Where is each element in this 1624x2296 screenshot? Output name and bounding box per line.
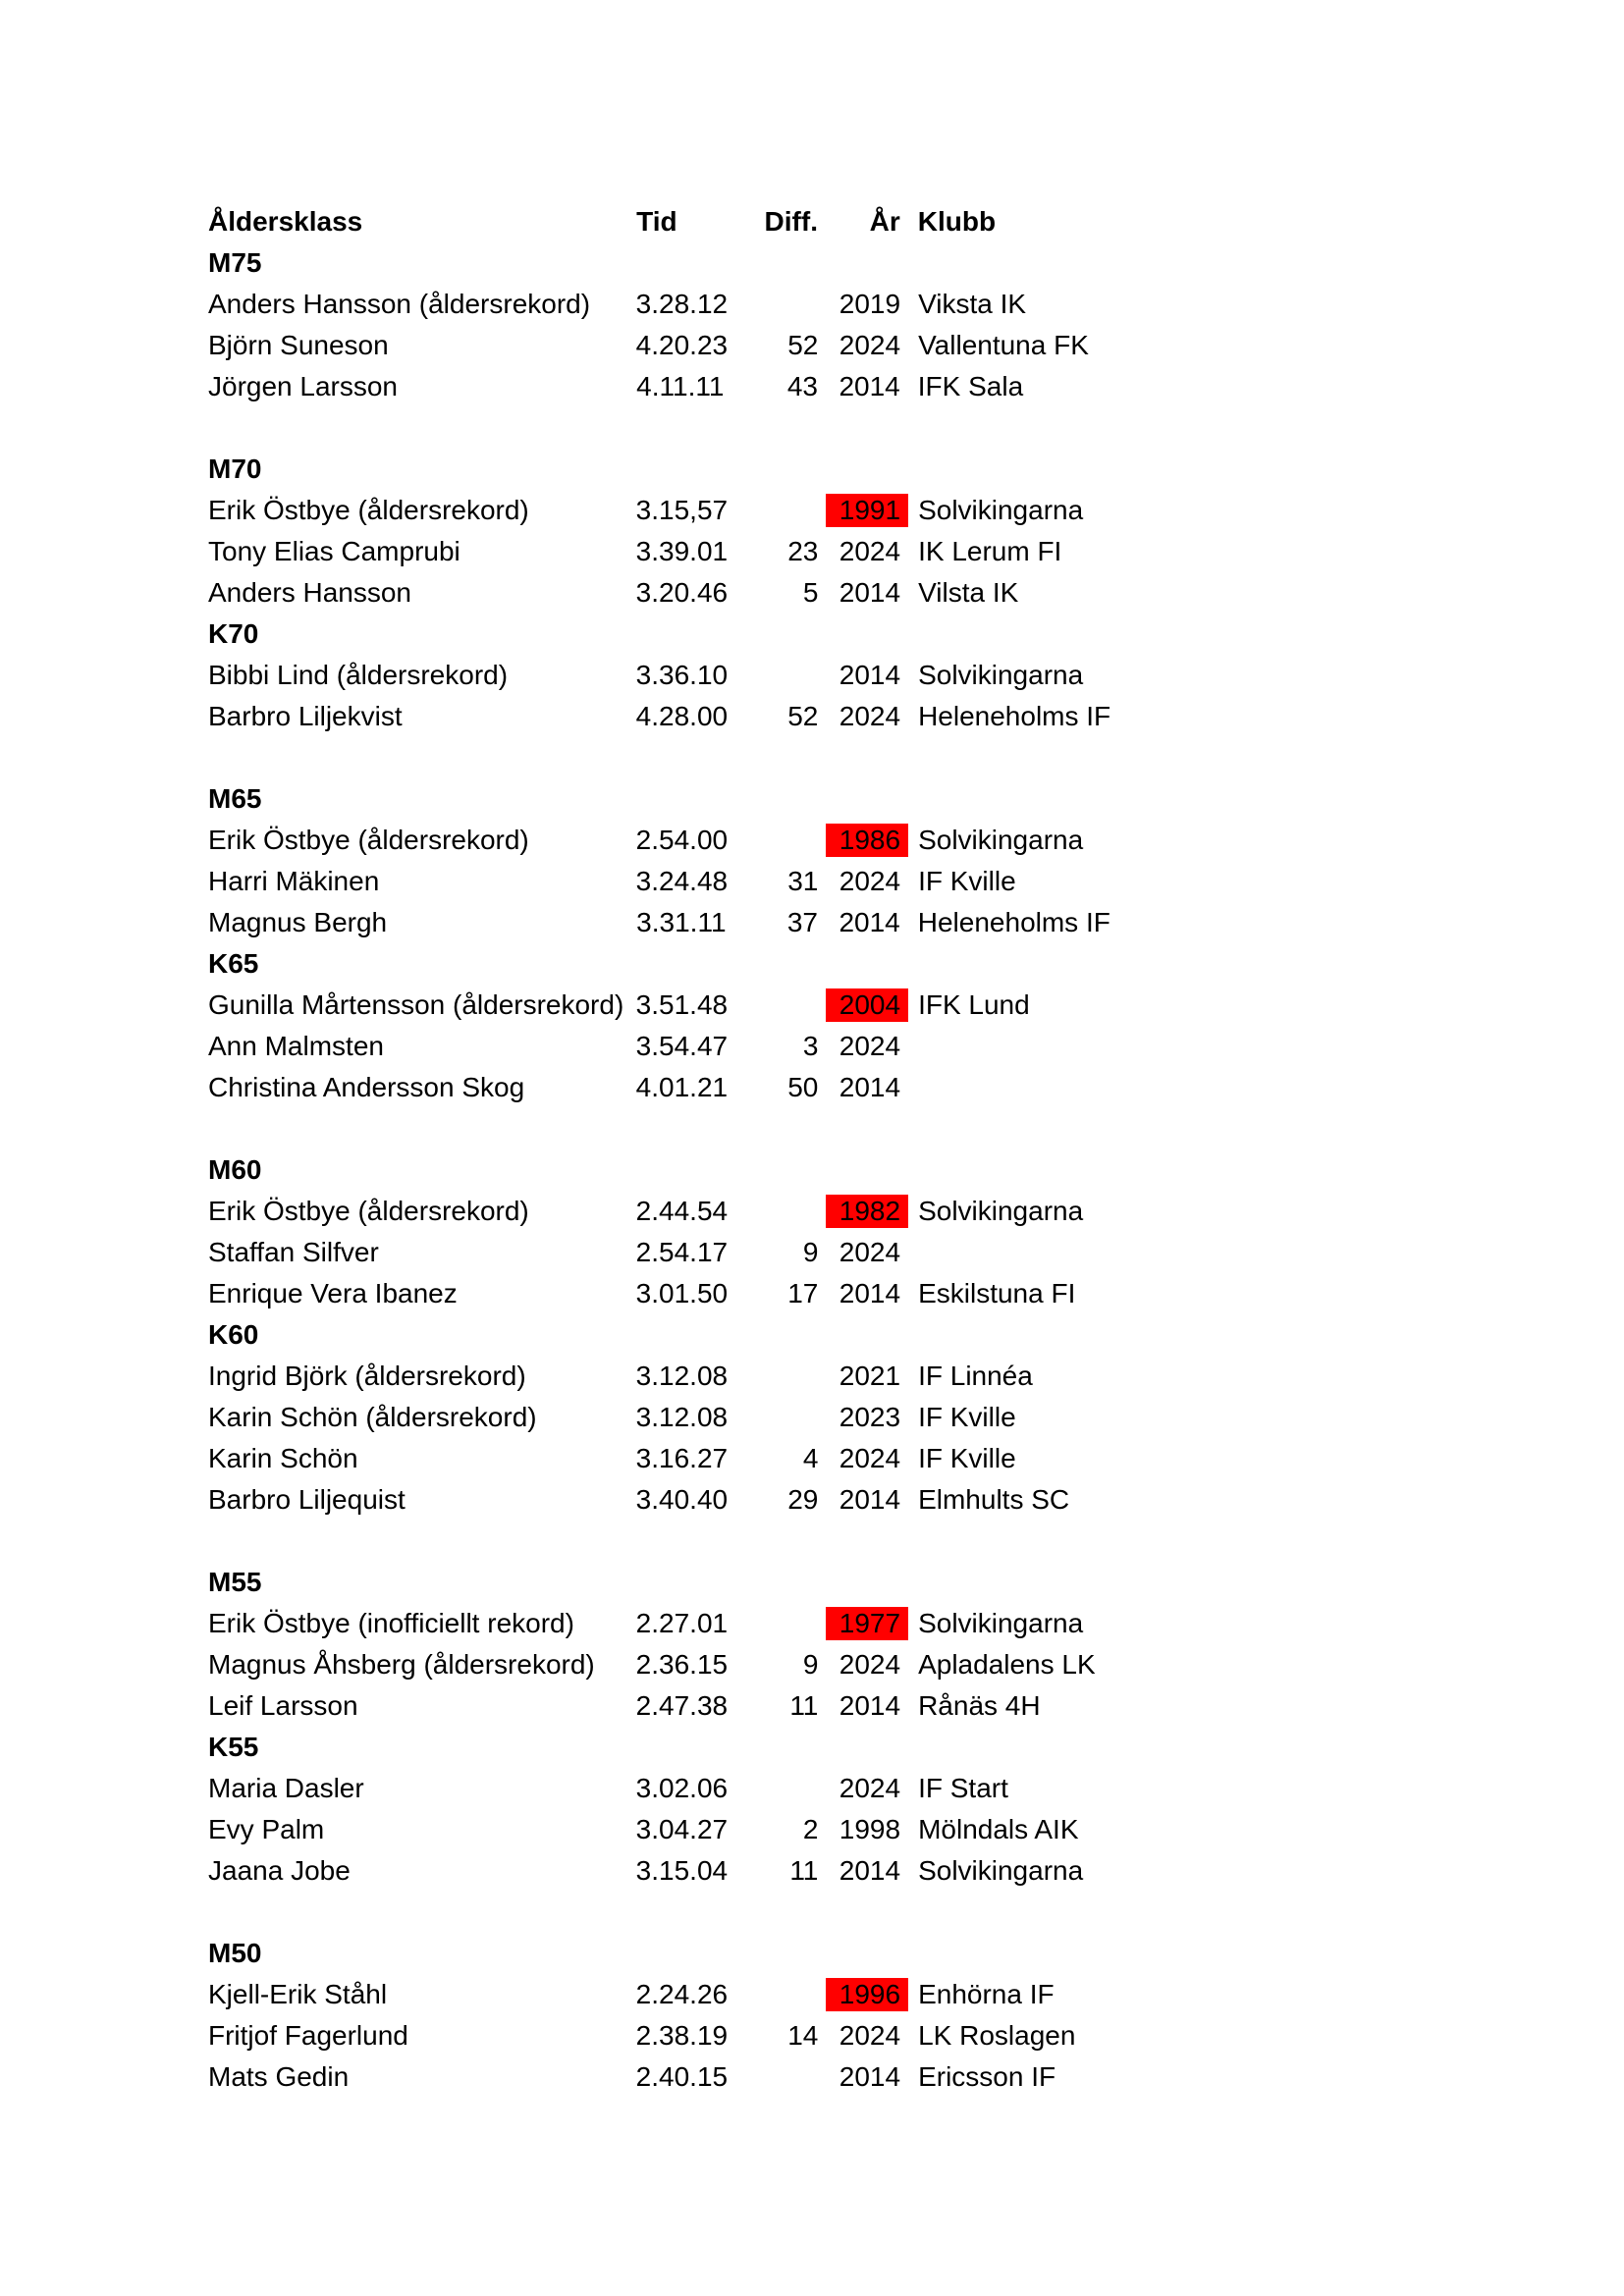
time-cell: 2.54.00 [635,825,729,855]
time-cell: 4.11.11 [636,371,725,401]
year-cell-highlighted: 1996 [826,1978,908,2011]
age-class-label: K60 [208,1319,259,1350]
time-cell: 3.12.08 [635,1402,729,1432]
table-row [208,1273,1190,1314]
age-class-label: K65 [208,948,259,979]
athlete-name: Fritjof Fagerlund [208,2020,408,2051]
time-cell: 3.15.04 [635,1855,729,1886]
year-cell: 2014 [839,1690,901,1721]
table-row [208,1356,1190,1397]
time-cell: 2.36.15 [635,1649,729,1680]
diff-cell: 52 [787,701,819,731]
athlete-name: Leif Larsson [208,1690,358,1721]
diff-cell: 3 [802,1031,819,1061]
year-cell: 2024 [839,1649,901,1680]
spacer-row [208,1892,1190,1933]
age-class-row [208,449,1190,490]
table-row [208,1438,1190,1479]
club-cell: Solvikingarna [918,1608,1084,1638]
year-cell: 2024 [839,1237,901,1267]
table-row [208,1191,1190,1232]
club-cell: Rånäs 4H [918,1690,1041,1721]
time-cell: 3.51.48 [635,989,729,1020]
year-cell: 2014 [839,1278,901,1308]
table-row [208,1685,1190,1727]
table-row [208,284,1190,325]
table-row [208,655,1190,696]
athlete-name: Magnus Bergh [208,907,388,937]
year-cell: 2024 [839,866,901,896]
athlete-name: Erik Östbye (inofficiellt rekord) [208,1608,574,1638]
time-cell: 2.47.38 [635,1690,729,1721]
club-cell: Viksta IK [918,289,1027,319]
diff-cell: 23 [787,536,819,566]
diff-cell: 31 [787,866,819,896]
year-cell-highlighted: 1991 [826,494,908,527]
spacer-row [208,407,1190,449]
year-cell: 2014 [839,371,900,401]
athlete-name: Mats Gedin [208,2061,350,2092]
age-class-label: K55 [208,1732,259,1762]
age-class-row [208,1149,1190,1191]
club-cell: Eskilstuna FI [918,1278,1076,1308]
age-class-row [208,778,1190,820]
year-cell: 2014 [839,660,901,690]
year-cell: 2014 [839,1072,901,1102]
club-cell: Heleneholms IF [917,907,1110,937]
athlete-name: Erik Östbye (åldersrekord) [208,495,529,525]
athlete-name: Anders Hansson [208,577,412,608]
athlete-name: Barbro Liljequist [208,1484,406,1515]
club-cell: Solvikingarna [918,1196,1084,1226]
header-row [208,201,1190,242]
athlete-name: Ann Malmsten [208,1031,384,1061]
age-class-row [208,1562,1190,1603]
table-row [208,1768,1190,1809]
club-cell: IF Kville [918,1402,1016,1432]
year-cell: 1998 [839,1814,901,1844]
athlete-name: Karin Schön (åldersrekord) [208,1402,537,1432]
year-cell: 2014 [839,577,901,608]
diff-cell: 17 [787,1278,819,1308]
year-cell-highlighted: 2004 [826,988,908,1022]
athlete-name: Jaana Jobe [208,1855,351,1886]
header-age-class: Åldersklass [208,206,363,237]
athlete-name: Enrique Vera Ibanez [208,1278,458,1308]
time-cell: 3.39.01 [635,536,729,566]
time-cell: 3.15,57 [635,495,729,525]
table-row [208,902,1190,943]
age-class-row [208,614,1190,655]
time-cell: 3.16.27 [635,1443,729,1473]
year-cell: 2024 [839,1031,901,1061]
time-cell: 3.28.12 [635,289,729,319]
table-row [208,1397,1190,1438]
table-row [208,366,1190,407]
club-cell: Solvikingarna [918,825,1084,855]
table-row [208,490,1190,531]
age-class-row [208,1933,1190,1974]
age-class-label: M50 [208,1938,262,1968]
age-class-label: M65 [208,783,262,814]
athlete-name: Evy Palm [208,1814,325,1844]
club-cell: IFK Lund [918,989,1030,1020]
table-row [208,1067,1190,1108]
age-class-label: M70 [208,454,262,484]
diff-cell: 43 [786,371,818,401]
club-cell: Solvikingarna [918,1855,1084,1886]
year-cell: 2024 [839,536,901,566]
age-class-row [208,1727,1190,1768]
athlete-name: Kjell-Erik Ståhl [208,1979,388,2009]
athlete-name: Staffan Silfver [208,1237,379,1267]
table-row [208,1974,1190,2015]
diff-cell: 11 [789,1855,819,1886]
time-cell: 4.01.21 [635,1072,729,1102]
diff-cell: 50 [787,1072,819,1102]
year-cell-highlighted: 1982 [826,1195,908,1228]
athlete-name: Barbro Liljekvist [208,701,403,731]
diff-cell: 2 [802,1814,819,1844]
header-year: År [869,206,900,237]
table-row [208,1026,1190,1067]
table-row [208,2056,1190,2098]
header-time: Tid [636,206,677,237]
club-cell: IF Start [918,1773,1008,1803]
athlete-name: Tony Elias Camprubi [208,536,460,566]
time-cell: 2.38.19 [635,2020,729,2051]
table-row [208,985,1190,1026]
table-row [208,572,1190,614]
club-cell: IF Kville [918,866,1016,896]
club-cell: Solvikingarna [918,660,1084,690]
year-cell: 2019 [839,289,901,319]
time-cell: 3.40.40 [635,1484,729,1515]
athlete-name: Björn Suneson [208,330,389,360]
diff-cell: 4 [802,1443,819,1473]
table-row [208,1479,1190,1521]
table-row [208,1603,1190,1644]
time-cell: 3.02.06 [635,1773,729,1803]
year-cell: 2014 [839,1855,901,1886]
time-cell: 3.04.27 [635,1814,729,1844]
table-row [208,820,1190,861]
age-class-label: K70 [208,618,259,649]
club-cell: Mölndals AIK [918,1814,1079,1844]
year-cell-highlighted: 1977 [826,1607,908,1640]
time-cell: 3.54.47 [635,1031,729,1061]
time-cell: 3.12.08 [635,1361,729,1391]
athlete-name: Gunilla Mårtensson (åldersrekord) [208,989,624,1020]
diff-cell: 9 [802,1237,819,1267]
year-cell: 2024 [839,1443,901,1473]
year-cell: 2024 [839,701,901,731]
table-row [208,1644,1190,1685]
age-class-row [208,943,1190,985]
year-cell-highlighted: 1986 [826,824,908,857]
diff-cell: 9 [802,1649,819,1680]
table-row [208,1232,1190,1273]
diff-cell: 14 [787,2020,819,2051]
table-row [208,325,1190,366]
time-cell: 2.54.17 [635,1237,729,1267]
time-cell: 3.36.10 [635,660,729,690]
time-cell: 3.01.50 [635,1278,729,1308]
table-row [208,861,1190,902]
table-row [208,531,1190,572]
diff-cell: 5 [802,577,819,608]
club-cell: Solvikingarna [918,495,1084,525]
year-cell: 2024 [839,2020,901,2051]
time-cell: 2.27.01 [635,1608,729,1638]
athlete-name: Ingrid Björk (åldersrekord) [208,1361,526,1391]
time-cell: 4.20.23 [635,330,729,360]
club-cell: Ericsson IF [918,2061,1056,2092]
club-cell: Vilsta IK [918,577,1019,608]
table-row [208,2015,1190,2056]
time-cell: 3.31.11 [636,907,727,937]
age-class-row [208,242,1190,284]
year-cell: 2014 [839,1484,901,1515]
year-cell: 2014 [839,2061,901,2092]
year-cell: 2014 [839,907,900,937]
records-sheet [208,201,1190,2098]
header-diff: Diff. [764,206,818,237]
diff-cell: 11 [789,1690,819,1721]
records-body [208,242,1190,2098]
time-cell: 3.20.46 [635,577,729,608]
year-cell: 2021 [839,1361,901,1391]
club-cell: Heleneholms IF [918,701,1111,731]
club-cell: IF Kville [918,1443,1016,1473]
club-cell: Vallentuna FK [918,330,1089,360]
table-row [208,1850,1190,1892]
diff-cell: 37 [786,907,818,937]
club-cell: Enhörna IF [918,1979,1055,2009]
age-class-label: M60 [208,1154,262,1185]
athlete-name: Christina Andersson Skog [208,1072,525,1102]
spacer-row [208,737,1190,778]
club-cell: IF Linnéa [918,1361,1033,1391]
club-cell: LK Roslagen [918,2020,1076,2051]
table-row [208,1809,1190,1850]
time-cell: 3.24.48 [635,866,729,896]
year-cell: 2023 [839,1402,901,1432]
time-cell: 2.44.54 [635,1196,729,1226]
time-cell: 4.28.00 [635,701,729,731]
athlete-name: Harri Mäkinen [208,866,380,896]
athlete-name: Erik Östbye (åldersrekord) [208,1196,529,1226]
athlete-name: Maria Dasler [208,1773,364,1803]
age-class-row [208,1314,1190,1356]
athlete-name: Karin Schön [208,1443,358,1473]
year-cell: 2024 [839,1773,901,1803]
club-cell: IFK Sala [917,371,1024,401]
club-cell: IK Lerum FI [918,536,1062,566]
athlete-name: Magnus Åhsberg (åldersrekord) [208,1649,595,1680]
age-class-label: M55 [208,1567,262,1597]
diff-cell: 29 [787,1484,819,1515]
club-cell: Apladalens LK [918,1649,1096,1680]
time-cell: 2.24.26 [635,1979,729,2009]
time-cell: 2.40.15 [635,2061,729,2092]
athlete-name: Anders Hansson (åldersrekord) [208,289,591,319]
year-cell: 2024 [839,330,901,360]
diff-cell: 52 [787,330,819,360]
table-row [208,696,1190,737]
age-class-label: M75 [208,247,262,278]
spacer-row [208,1108,1190,1149]
athlete-name: Bibbi Lind (åldersrekord) [208,660,509,690]
athlete-name: Erik Östbye (åldersrekord) [208,825,529,855]
header-club: Klubb [917,206,997,237]
club-cell: Elmhults SC [918,1484,1070,1515]
spacer-row [208,1521,1190,1562]
athlete-name: Jörgen Larsson [208,371,399,401]
